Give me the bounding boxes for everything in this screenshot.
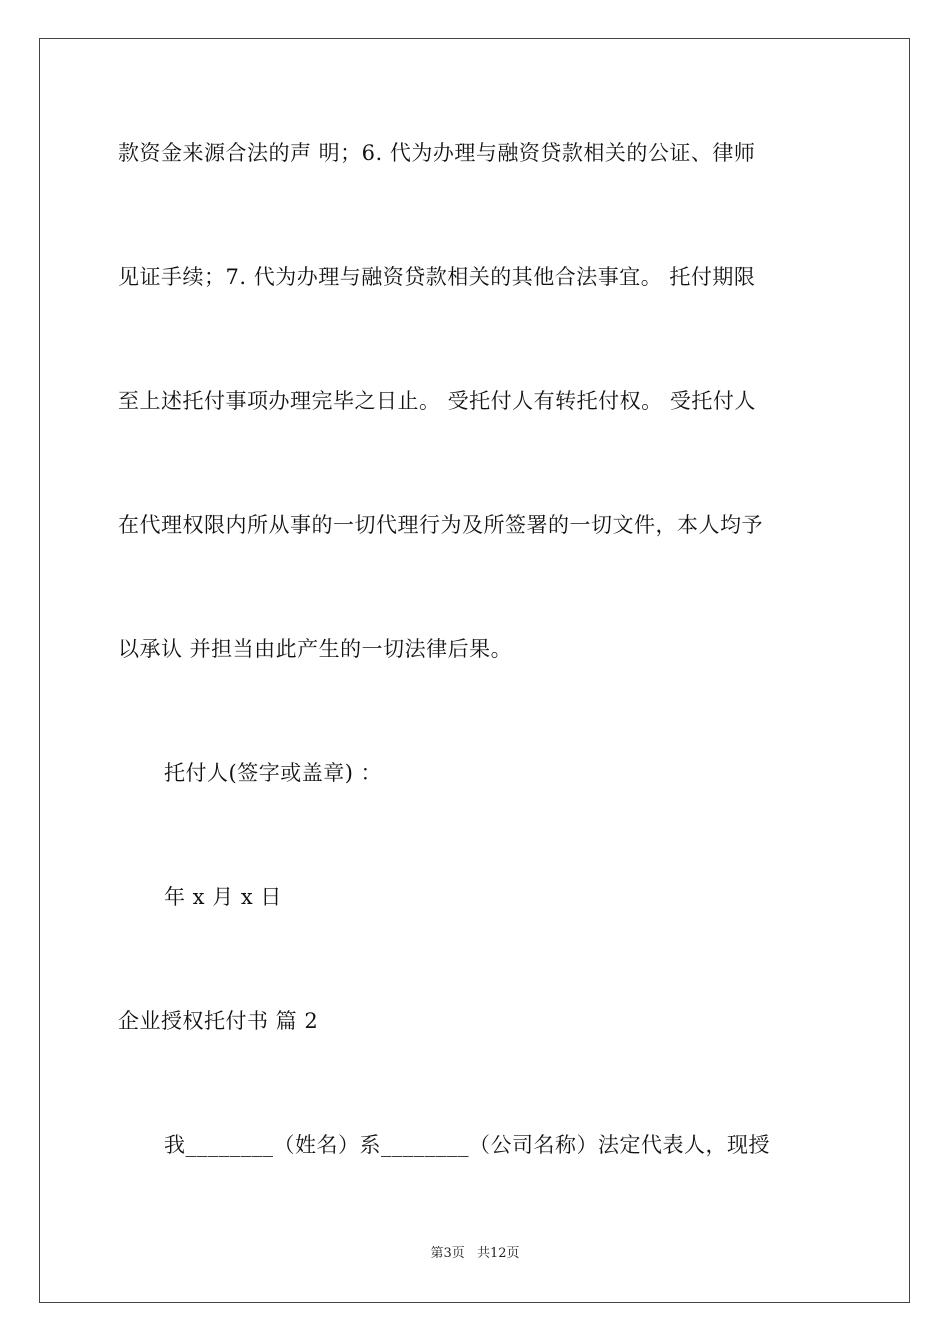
- signature-line: 托付人(签字或盖章) ：: [164, 761, 383, 785]
- page-footer: [0, 1245, 950, 1263]
- body-line-4: 在代理权限内所从事的一切代理行为及所签署的一切文件，本人均予: [118, 513, 763, 537]
- page-current: 第3页: [430, 1246, 465, 1261]
- page-total: 共12页: [476, 1246, 520, 1261]
- section-heading: 企业授权托付书 篇 2: [118, 1009, 319, 1033]
- body-line-2: 见证手续；7. 代为办理与融资贷款相关的其他合法事宜。 托付期限: [118, 265, 756, 289]
- date-line: 年 x 月 x 日: [164, 885, 282, 909]
- page-border: [39, 38, 910, 1303]
- body-line-3: 至上述托付事项办理完毕之日止。 受托付人有转托付权。 受托付人: [118, 389, 756, 413]
- body-line-1: 款资金来源合法的声 明；6. 代为办理与融资贷款相关的公证、律师: [118, 141, 756, 165]
- section-first-line: 我________（姓名）系________（公司名称）法定代表人，现授: [164, 1133, 770, 1157]
- body-line-5: 以承认 并担当由此产生的一切法律后果。: [118, 637, 513, 661]
